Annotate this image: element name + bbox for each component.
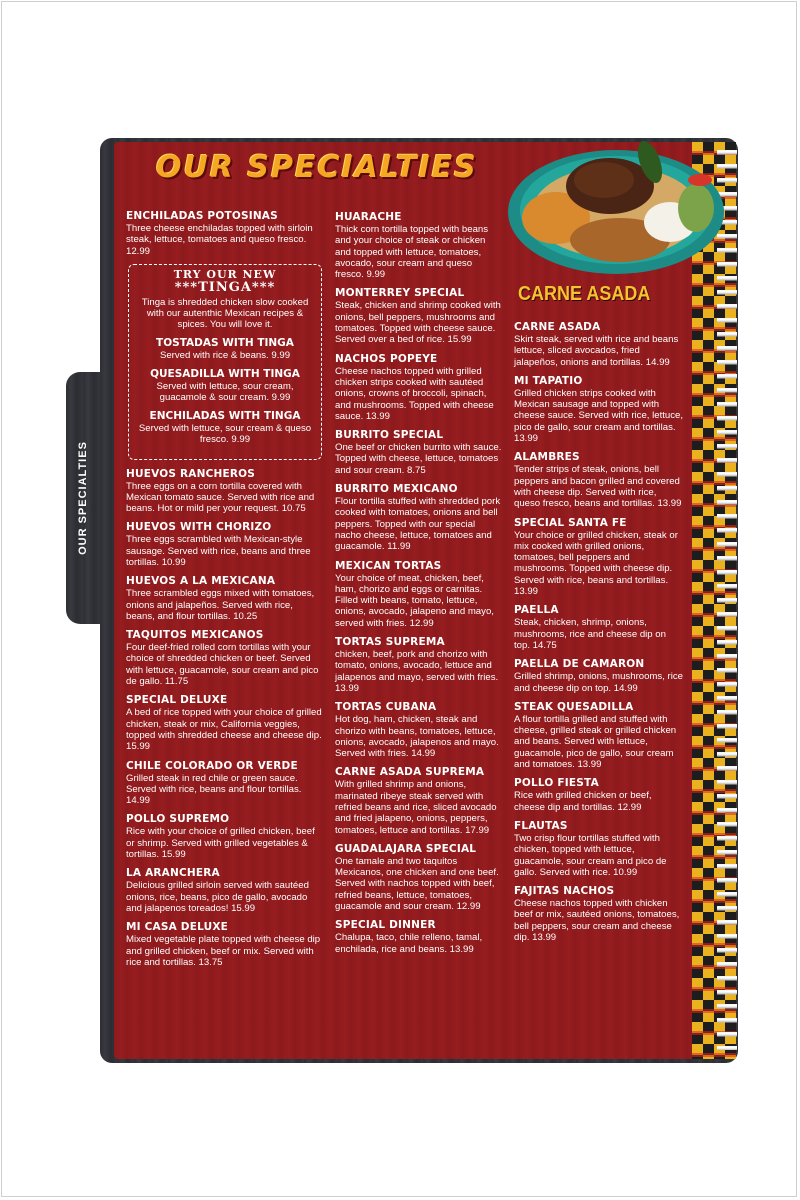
folder-tab-label [72, 372, 94, 624]
menu-item-description: Delicious grilled sirloin served with sautéed onions, rice, beans, pico de gallo, avocado and jalapenos toreados! 15.99 [126, 880, 309, 914]
menu-item-description: Chalupa, taco, chile relleno, tamal, enchilada, rice and beans. 13.99 [335, 932, 483, 955]
menu-item-name: TORTAS SUPREMA [335, 636, 445, 649]
menu-item-name: STEAK QUESADILLA [514, 700, 634, 713]
menu-item-description: Flour tortilla stuffed with shredded pork cooked with tomatoes, onions and bell peppers. Topped with our special nacho cheese, lettuce, tomatoes and guacamole. 11.99 [335, 496, 501, 553]
feature-caption: CARNE ASADA [518, 283, 651, 305]
menu-item-name: TOSTADAS WITH TINGA [156, 336, 294, 349]
menu-item-description: Grilled steak in red chile or green sauce. Served with rice, beans and flour tortillas. 14.99 [126, 772, 302, 807]
menu-item-name: SPECIAL DELUXE [126, 694, 228, 707]
menu-item-name: TAQUITOS MEXICANOS [126, 629, 264, 642]
menu-item [514, 885, 684, 943]
menu-item [126, 694, 322, 752]
menu-item-description: Served with lettuce, sour cream & queso fresco. 9.99 [138, 423, 312, 446]
menu-item [335, 560, 503, 629]
menu-item-description: Grilled chicken strips cooked with Mexican sausage and topped with cheese sauce. Served with rice, lettuce, pico de gallo, sour cream and tortillas. 13.99 [514, 387, 684, 445]
page-title: OUR SPECIALTIES [156, 150, 478, 185]
menu-item-description: Your choice of meat, chicken, beef, ham, chorizo and eggs or carnitas. Filled with beans, tomato, lettuce, onions, avocado, jalapeno and mayo, served with fries. 12.99 [335, 572, 494, 629]
menu-item-name: BURRITO SPECIAL [335, 429, 444, 442]
menu-item [335, 843, 503, 912]
menu-item [335, 919, 503, 955]
menu-item-description: Your choice or grilled chicken, steak or mix cooked with grilled onions, tomatoes, bell peppers and mushrooms. Topped with cheese dip. Served with rice, beans and tortillas. 13.99 [514, 529, 678, 598]
menu-item [514, 820, 684, 878]
menu-item [514, 321, 684, 368]
menu-item-name: CARNE ASADA [514, 321, 601, 333]
menu-item-description: Served with lettuce, sour cream, guacamole & sour cream. 9.99 [156, 380, 294, 403]
menu-item [514, 375, 684, 444]
menu-item-description: Rice with grilled chicken or beef, cheese dip and tortillas. 12.99 [514, 790, 652, 813]
menu-item-description: Rice with your choice of grilled chicken, beef or shrimp. Served with grilled vegetables & tortillas. 15.99 [126, 826, 315, 861]
menu-item-description: Cheese nachos topped with chicken beef or mix, sautéed onions, tomatoes, bell peppers, sour cream and cheese dip. 13.99 [514, 898, 680, 943]
menu-item [335, 483, 503, 552]
menu-item-name: HUEVOS WITH CHORIZO [126, 521, 272, 534]
menu-item-name: SPECIAL SANTA FE [514, 516, 627, 529]
menu-item-description: A bed of rice topped with your choice of grilled chicken, steak or mix, California veggies, topped with shredded cheese and cheese dip. 15.99 [126, 707, 322, 753]
menu-item [126, 867, 322, 914]
menu-item-name: MEXICAN TORTAS [335, 559, 442, 572]
menu-item-name: ALAMBRES [514, 451, 580, 464]
menu-item-description: One beef or chicken burrito with sauce. Topped with cheese, lettuce, tomatoes and sour cream. 8.75 [335, 442, 502, 476]
menu-item-name: PAELLA DE CAMARON [514, 658, 645, 671]
menu-item-description: Three cheese enchiladas topped with sirloin steak, lettuce, tomatoes and queso fresco. 12.99 [126, 223, 313, 257]
menu-item-name: NACHOS POPEYE [335, 352, 438, 365]
menu-item [126, 813, 322, 860]
menu-item-name: SPECIAL DINNER [335, 919, 436, 932]
menu-item-description: Mixed vegetable plate topped with cheese dip and grilled chicken, beef or mix. Served with rice and tortillas. 13.75 [126, 934, 321, 968]
menu-item-description: A flour tortilla grilled and stuffed with cheese, grilled steak or grilled chicken and beans. Served with lettuce, guacamole, pico de gallo, sour cream and tomatoes. 13.99 [514, 713, 677, 771]
menu-item [514, 658, 684, 694]
menu-item [126, 521, 322, 568]
menu-column-1 [126, 210, 322, 975]
menu-item [335, 766, 503, 835]
menu-item-name: MONTERREY SPECIAL [335, 287, 465, 300]
menu-item-name: HUEVOS A LA MEXICANA [126, 575, 276, 588]
menu-item-name: TORTAS CUBANA [335, 701, 437, 714]
menu-item-name: LA ARANCHERA [126, 867, 220, 880]
binder-rings [717, 150, 737, 1050]
menu-item-description: Three eggs scrambled with Mexican-style sausage. Served with rice, beans and three tortillas. 10.99 [126, 534, 311, 568]
menu-item-name: FAJITAS NACHOS [514, 885, 615, 898]
menu-item-name: POLLO FIESTA [514, 777, 599, 790]
menu-item-name: CARNE ASADA SUPREMA [335, 766, 485, 779]
menu-item [126, 210, 322, 257]
menu-item [335, 287, 503, 345]
menu-item-description: Tender strips of steak, onions, bell peppers and bacon grilled and covered with cheese dip. Served with rice, queso fresco, beans and tortillas. 13.99 [514, 464, 682, 510]
menu-item-description: Thick corn tortilla topped with beans and your choice of steak or chicken and topped with lettuce, tomatoes, avocado, sour cream and queso fresco. 9.99 [335, 224, 489, 281]
menu-item-description: Two crisp flour tortillas stuffed with chicken, topped with lettuce, guacamole, sour cream and pico de gallo. Served with rice. 10.99 [514, 832, 667, 878]
menu-item-description: With grilled shrimp and onions, marinated ribeye steak served with refried beans and rice, sliced avocado and fried jalapeno, onions, peppers, tomatoes, lettuce and tortillas. 17.99 [335, 779, 497, 836]
menu-item [133, 410, 317, 445]
menu-column-2 [335, 211, 503, 962]
menu-item-name: BURRITO MEXICANO [335, 483, 458, 496]
menu-item-name: HUARACHE [335, 211, 402, 223]
menu-item-description: Hot dog, ham, chicken, steak and chorizo with beans, tomatoes, lettuce, onions, avocado, jalapenos and mayo. Served with fries. 14.99 [335, 714, 499, 760]
carne-asada-plate-image [500, 140, 728, 278]
menu-item [126, 760, 322, 807]
tinga-description: Tinga is shredded chicken slow cooked with our autenthic Mexican recipes & spices. You will love it. [141, 296, 309, 331]
menu-item-name: CHILE COLORADO OR VERDE [126, 759, 298, 772]
menu-item-name: ENCHILADAS WITH TINGA [149, 410, 301, 423]
menu-item [335, 636, 503, 694]
menu-item-description: Skirt steak, served with rice and beans lettuce, sliced avocados, fried jalapeños, onions and tortillas. 14.99 [514, 334, 679, 368]
menu-item-description: One tamale and two taquitos Mexicanos, one chicken and one beef. Served with nachos topped with beef, refried beans, lettuce, tomatoes, guacamole and sour cream. 12.99 [335, 855, 499, 913]
menu-item-description: Four deef-fried rolled corn tortillas with your choice of shredded chicken or beef. Served with lettuce, guacamole, sour cream and pico de gallo. 11.75 [126, 642, 319, 688]
menu-item-description: Served with rice & beans. 9.99 [159, 349, 291, 361]
menu-item [514, 517, 684, 598]
menu-item [126, 921, 322, 968]
menu-item-description: Three scrambled eggs mixed with tomatoes, onions and jalapeños. Served with rice, beans, and flour tortillas. 10.25 [126, 588, 315, 622]
menu-item-name: FLAUTAS [514, 819, 568, 832]
menu-item [335, 211, 503, 280]
menu-item-description: chicken, beef, pork and chorizo with tomato, onions, avocado, lettuce and jalapenos and mayo, served with fries. 13.99 [335, 649, 499, 694]
menu-item-description: Three eggs on a corn tortilla covered with Mexican tomato sauce. Served with rice and beans. Hot or mild per your request. 10.75 [126, 480, 315, 515]
menu-item-name: GUADALAJARA SPECIAL [335, 842, 477, 855]
menu-item [126, 468, 322, 515]
menu-item [514, 701, 684, 770]
menu-item [335, 353, 503, 422]
menu-item [126, 629, 322, 687]
menu-item-name: QUESADILLA WITH TINGA [150, 367, 300, 380]
menu-item-name: MI TAPATIO [514, 374, 583, 387]
menu-item-name: POLLO SUPREMO [126, 813, 230, 826]
menu-item-description: Cheese nachos topped with grilled chicken strips cooked with sautéed onions, crowns of broccoli, spinach, and mushrooms. Topped with cheese sauce. 13.99 [335, 365, 494, 422]
menu-item [133, 368, 317, 403]
menu-item [335, 429, 503, 476]
menu-item-name: ENCHILADAS POTOSINAS [126, 210, 278, 222]
menu-item-description: Steak, chicken and shrimp cooked with onions, bell peppers, mushrooms and tomatoes. Topped with cheese sauce. Served over a bed of rice. 15.99 [335, 300, 501, 346]
menu-item [514, 451, 684, 509]
menu-item-name: MI CASA DELUXE [126, 921, 228, 934]
tinga-promo-box [128, 264, 322, 460]
menu-item-description: Steak, chicken, shrimp, onions, mushrooms, rice and cheese dip on top. 14.75 [514, 617, 666, 651]
menu-item [514, 604, 684, 651]
menu-item-name: PAELLA [514, 604, 559, 617]
menu-item [133, 337, 317, 361]
menu-item [126, 575, 322, 622]
menu-item [335, 701, 503, 759]
menu-item-name: HUEVOS RANCHEROS [126, 467, 256, 480]
tinga-name: ***TINGA*** [174, 279, 276, 295]
menu-column-3 [514, 321, 684, 950]
menu-item [514, 777, 684, 813]
menu-item-description: Grilled shrimp, onions, mushrooms, rice and cheese dip on top. 14.99 [514, 671, 684, 694]
tab-label-text: OUR SPECIALTIES [77, 441, 89, 555]
tinga-kicker: TRY OUR NEW [173, 267, 277, 281]
